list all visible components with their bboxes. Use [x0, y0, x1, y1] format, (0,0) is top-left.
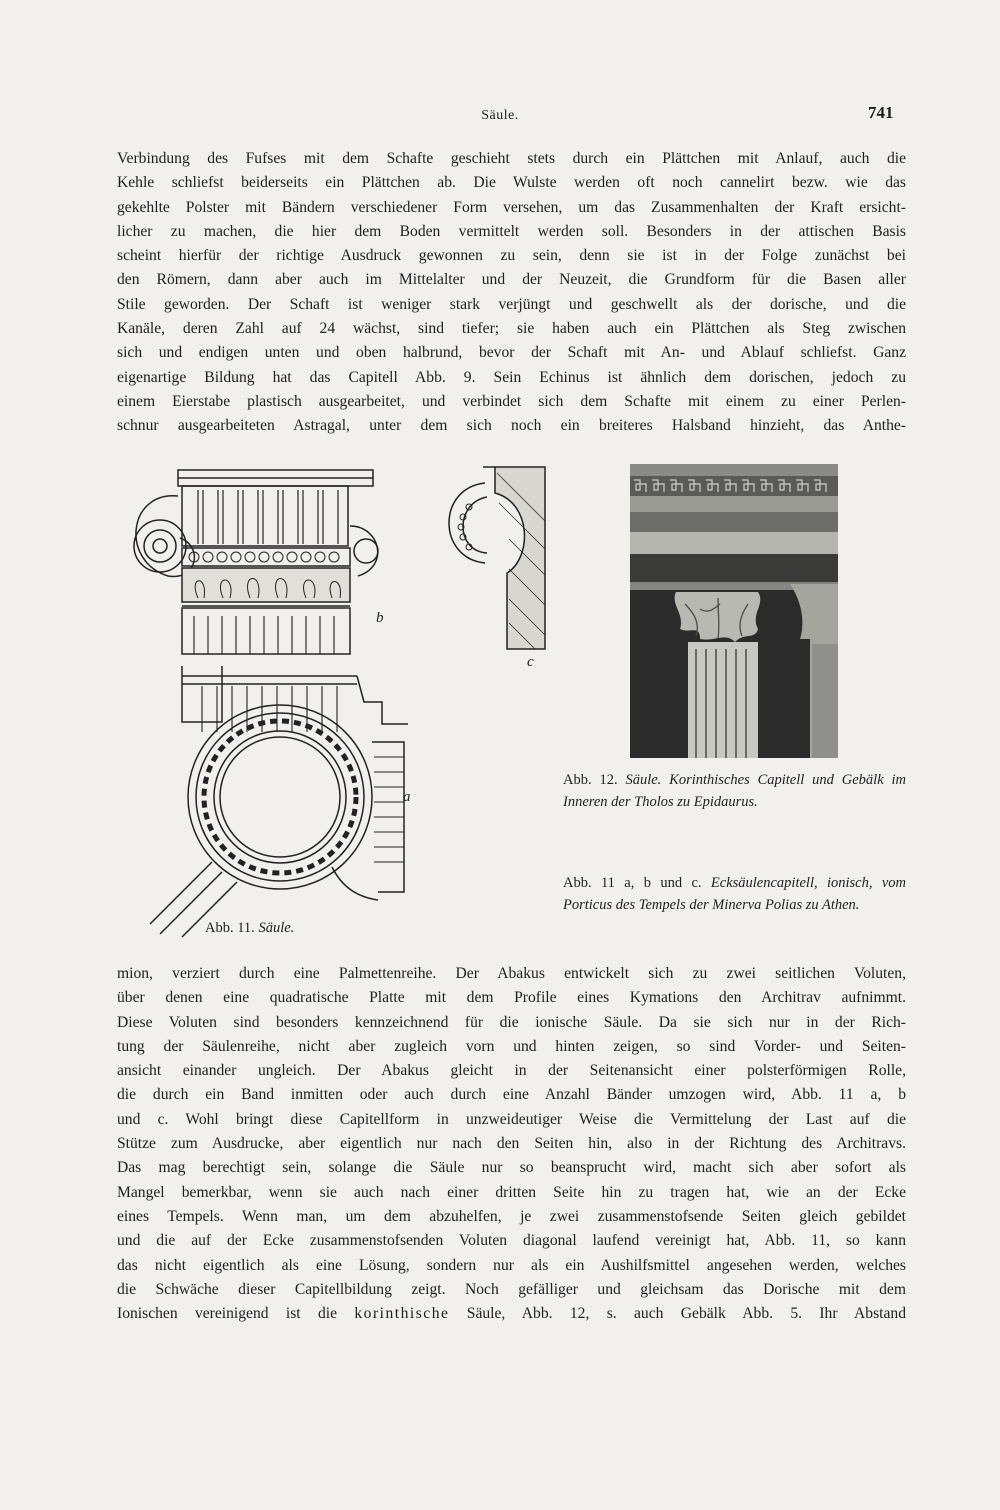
text-line: einem Eierstabe plastisch ausgearbeitet, und verbindet sich dem Schafte mit einem zu einer Perlen- — [117, 392, 906, 410]
text-line: licher zu machen, die hier dem Boden vermittelt werden soll. Besonders in der attischen Basis — [117, 222, 906, 240]
running-title: Säule. — [481, 108, 519, 123]
emphasized-term: korinthische — [354, 1305, 450, 1323]
text-line: schnur ausgearbeiteten Astragal, unter dem sich noch ein breiteres Halsband hinzieht, das Anthe- — [117, 417, 906, 435]
text-segment: Ionischen vereinigend ist die — [117, 1305, 355, 1323]
figure-label-a: a — [403, 789, 411, 805]
text-segment: Säule, Abb. 12, s. auch Gebälk Abb. 5. Ihr Abstand — [449, 1305, 906, 1323]
text-line: mion, verziert durch eine Palmettenreihe. Der Abakus entwickelt sich zu zwei seitlichen Voluten, — [117, 965, 906, 982]
text-line: die durch ein Band inmitten oder auch durch eine Anzahl Bänder umzogen wird, Abb. 11 a, b — [117, 1086, 906, 1104]
text-line: gekehlte Polster mit Bändern verschiedener Form versehen, um das Zusammenhalten der Kraft ersicht- — [117, 198, 906, 216]
caption-figure-11abc-number: Abb. 11 a, b und c. — [563, 875, 702, 891]
text-line: über denen eine quadratische Platte mit dem Profile eines Kymations den Architrav aufnimmt. — [117, 989, 906, 1007]
caption-figure-12 — [563, 769, 906, 813]
text-line: Diese Voluten sind besonders kennzeichnend für die ionische Säule. Da sie sich nur in der Rich- — [117, 1013, 906, 1031]
text-line: den Römern, dann aber auch im Mittelalter und der Neuzeit, die Grundform für die Basen aller — [117, 271, 906, 289]
figure-11b-capital-elevation — [118, 466, 390, 658]
caption-figure-12-number: Abb. 12. — [563, 772, 618, 788]
figure-11a-corner-capital-plan — [142, 662, 417, 940]
text-line: Kehle schliefst beiderseits ein Plättchen ab. Die Wulste werden oft noch cannelirt bezw. wie das — [117, 174, 906, 192]
text-line: scheint hierfür der richtige Ausdruck gewonnen zu sein, denn sie ist in der Folge zunächst bei — [117, 247, 906, 265]
text-line: eigenartige Bildung hat das Capitell Abb. 9. Sein Echinus ist ähnlich dem dorischen, jedoch zu — [117, 368, 906, 386]
caption-figure-11 — [205, 917, 294, 939]
text-line: Stütze zum Ausdrucke, aber eigentlich nur nach den Seiten hin, also in der Richtung des Architravs. — [117, 1135, 906, 1153]
text-line: Verbindung des Fufses mit dem Schafte geschieht stets durch ein Plättchen mit Anlauf, auch die — [117, 150, 906, 167]
figure-11c-profile-section — [437, 463, 549, 653]
paragraph-top — [117, 147, 906, 439]
caption-figure-11abc-text: Ecksäulencapitell, ionisch, vom Porticus des Tempels der Minerva Polias zu Athen. — [563, 875, 907, 913]
text-line-final — [117, 1302, 906, 1326]
text-line: und die auf der Ecke zusammenstofsenden Voluten diagonal laufend vereinigt hat, Abb. 11, so kann — [117, 1232, 906, 1250]
figure-12-corinthian-capital-photo — [630, 464, 838, 758]
text-line: das nicht eigentlich als eine Lösung, sondern nur als ein Aushilfsmittel angesehen werden, welches — [117, 1256, 906, 1274]
text-line: Das mag berechtigt sein, solange die Säule nur so beansprucht wird, macht sich aber sofort als — [117, 1159, 906, 1177]
text-line: ansicht einander ungleich. Der Abakus gleicht in der Seitenansicht einer polsterförmigen Rolle, — [117, 1062, 906, 1080]
text-line: und c. Wohl bringt diese Capitellform in unzweideutiger Weise die Vermittelung der Last auf die — [117, 1110, 906, 1128]
text-line: sich und endigen unten und oben halbrund, bevor der Schaft mit An- und Ablauf schliefst. Ganz — [117, 344, 906, 362]
caption-figure-11-number: Abb. 11. — [205, 920, 255, 936]
figure-label-b: b — [376, 610, 384, 626]
caption-figure-11-text: Säule. — [258, 920, 295, 936]
text-line: Stile geworden. Der Schaft ist weniger stark verjüngt und geschwellt als der dorische, und die — [117, 295, 906, 313]
page-number: 741 — [868, 103, 894, 122]
text-line: tung der Säulenreihe, nicht aber zugleich vorn und hinten zeigen, so sind Vorder- und Seiten- — [117, 1037, 906, 1055]
text-line: die Schwäche dieser Capitellbildung zeigt. Noch gefälliger und gleichsam das Dorische mit dem — [117, 1280, 906, 1298]
text-line: Kanäle, deren Zahl auf 24 wächst, sind tiefer; sie haben auch ein Plättchen als Steg zwischen — [117, 320, 906, 338]
text-line: Mangel bemerkbar, wenn sie auch nach einer dritten Seite hin zu tragen hat, wie an der Ecke — [117, 1183, 906, 1201]
figure-label-c: c — [527, 654, 534, 670]
caption-figure-12-text: Säule. Korinthisches Capitell und Gebälk im Inneren der Tholos zu Epidaurus. — [563, 772, 906, 810]
paragraph-bottom — [117, 962, 906, 1326]
text-line: eines Tempels. Wenn man, um dem abzuhelfen, je zwei zusammenstofsende Seiten gleich gebildet — [117, 1207, 906, 1225]
caption-figure-11abc — [563, 872, 906, 916]
